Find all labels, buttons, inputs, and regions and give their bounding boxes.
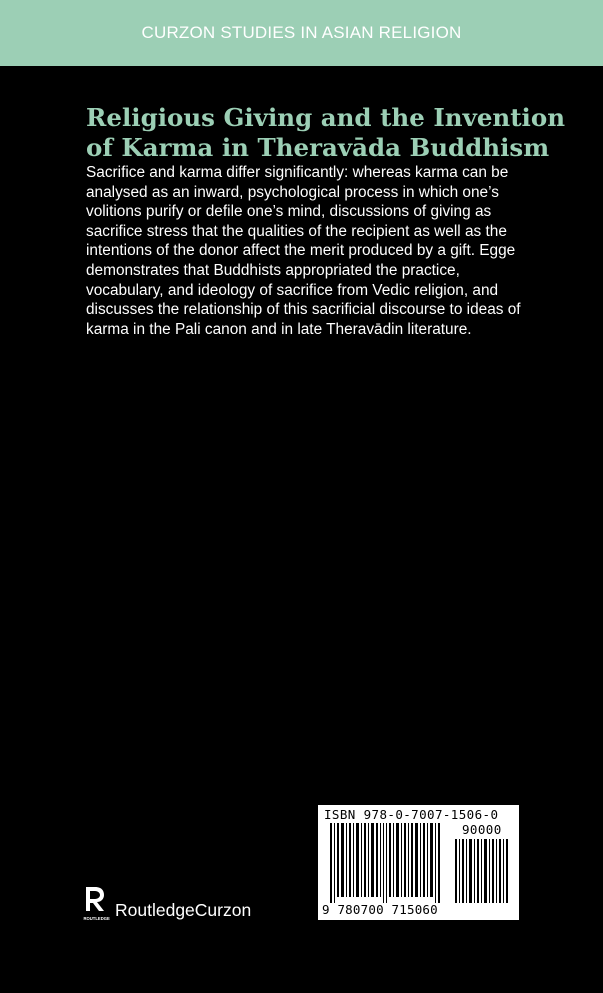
title-line: of Karma in Theravāda Buddhism xyxy=(86,133,550,162)
blurb-line: sacrifice stress that the qualities of the recipient as well as the xyxy=(86,222,507,240)
publisher-name: RoutledgeCurzon xyxy=(115,899,252,920)
blurb-paragraph xyxy=(86,163,536,339)
publisher-imprint xyxy=(82,885,251,921)
price-addon-text: 90000 xyxy=(462,822,502,837)
routledge-logo-icon xyxy=(82,885,110,921)
series-banner xyxy=(0,0,603,66)
blurb-line: demonstrates that Buddhists appropriated the practice, xyxy=(86,261,460,279)
blurb-line: Sacrifice and karma differ significantly: whereas karma can be xyxy=(86,164,509,181)
barcode xyxy=(318,805,519,920)
isbn-text: ISBN 978-0-7007-1506-0 xyxy=(324,807,499,822)
blurb-line: karma in the Pali canon and in late Theravādin literature. xyxy=(86,320,472,338)
blurb-line: discusses the relationship of this sacrificial discourse to ideas of xyxy=(86,301,521,319)
series-label: CURZON STUDIES IN ASIAN RELIGION xyxy=(141,23,462,42)
blurb-line: vocabulary, and ideology of sacrifice from Vedic religion, and xyxy=(86,281,499,299)
blurb-line: volitions purify or defile one’s mind, discussions of giving as xyxy=(86,203,492,221)
ean-digits-text: 9 780700 715060 xyxy=(322,902,438,917)
blurb-line: intentions of the donor affect the merit produced by a gift. Egge xyxy=(86,242,516,260)
blurb-line: analysed as an inward, psychological process in which one’s xyxy=(86,183,499,201)
title-line: Religious Giving and the Invention xyxy=(86,103,566,132)
svg-text:ROUTLEDGE: ROUTLEDGE xyxy=(83,916,110,921)
book-title xyxy=(86,103,566,163)
